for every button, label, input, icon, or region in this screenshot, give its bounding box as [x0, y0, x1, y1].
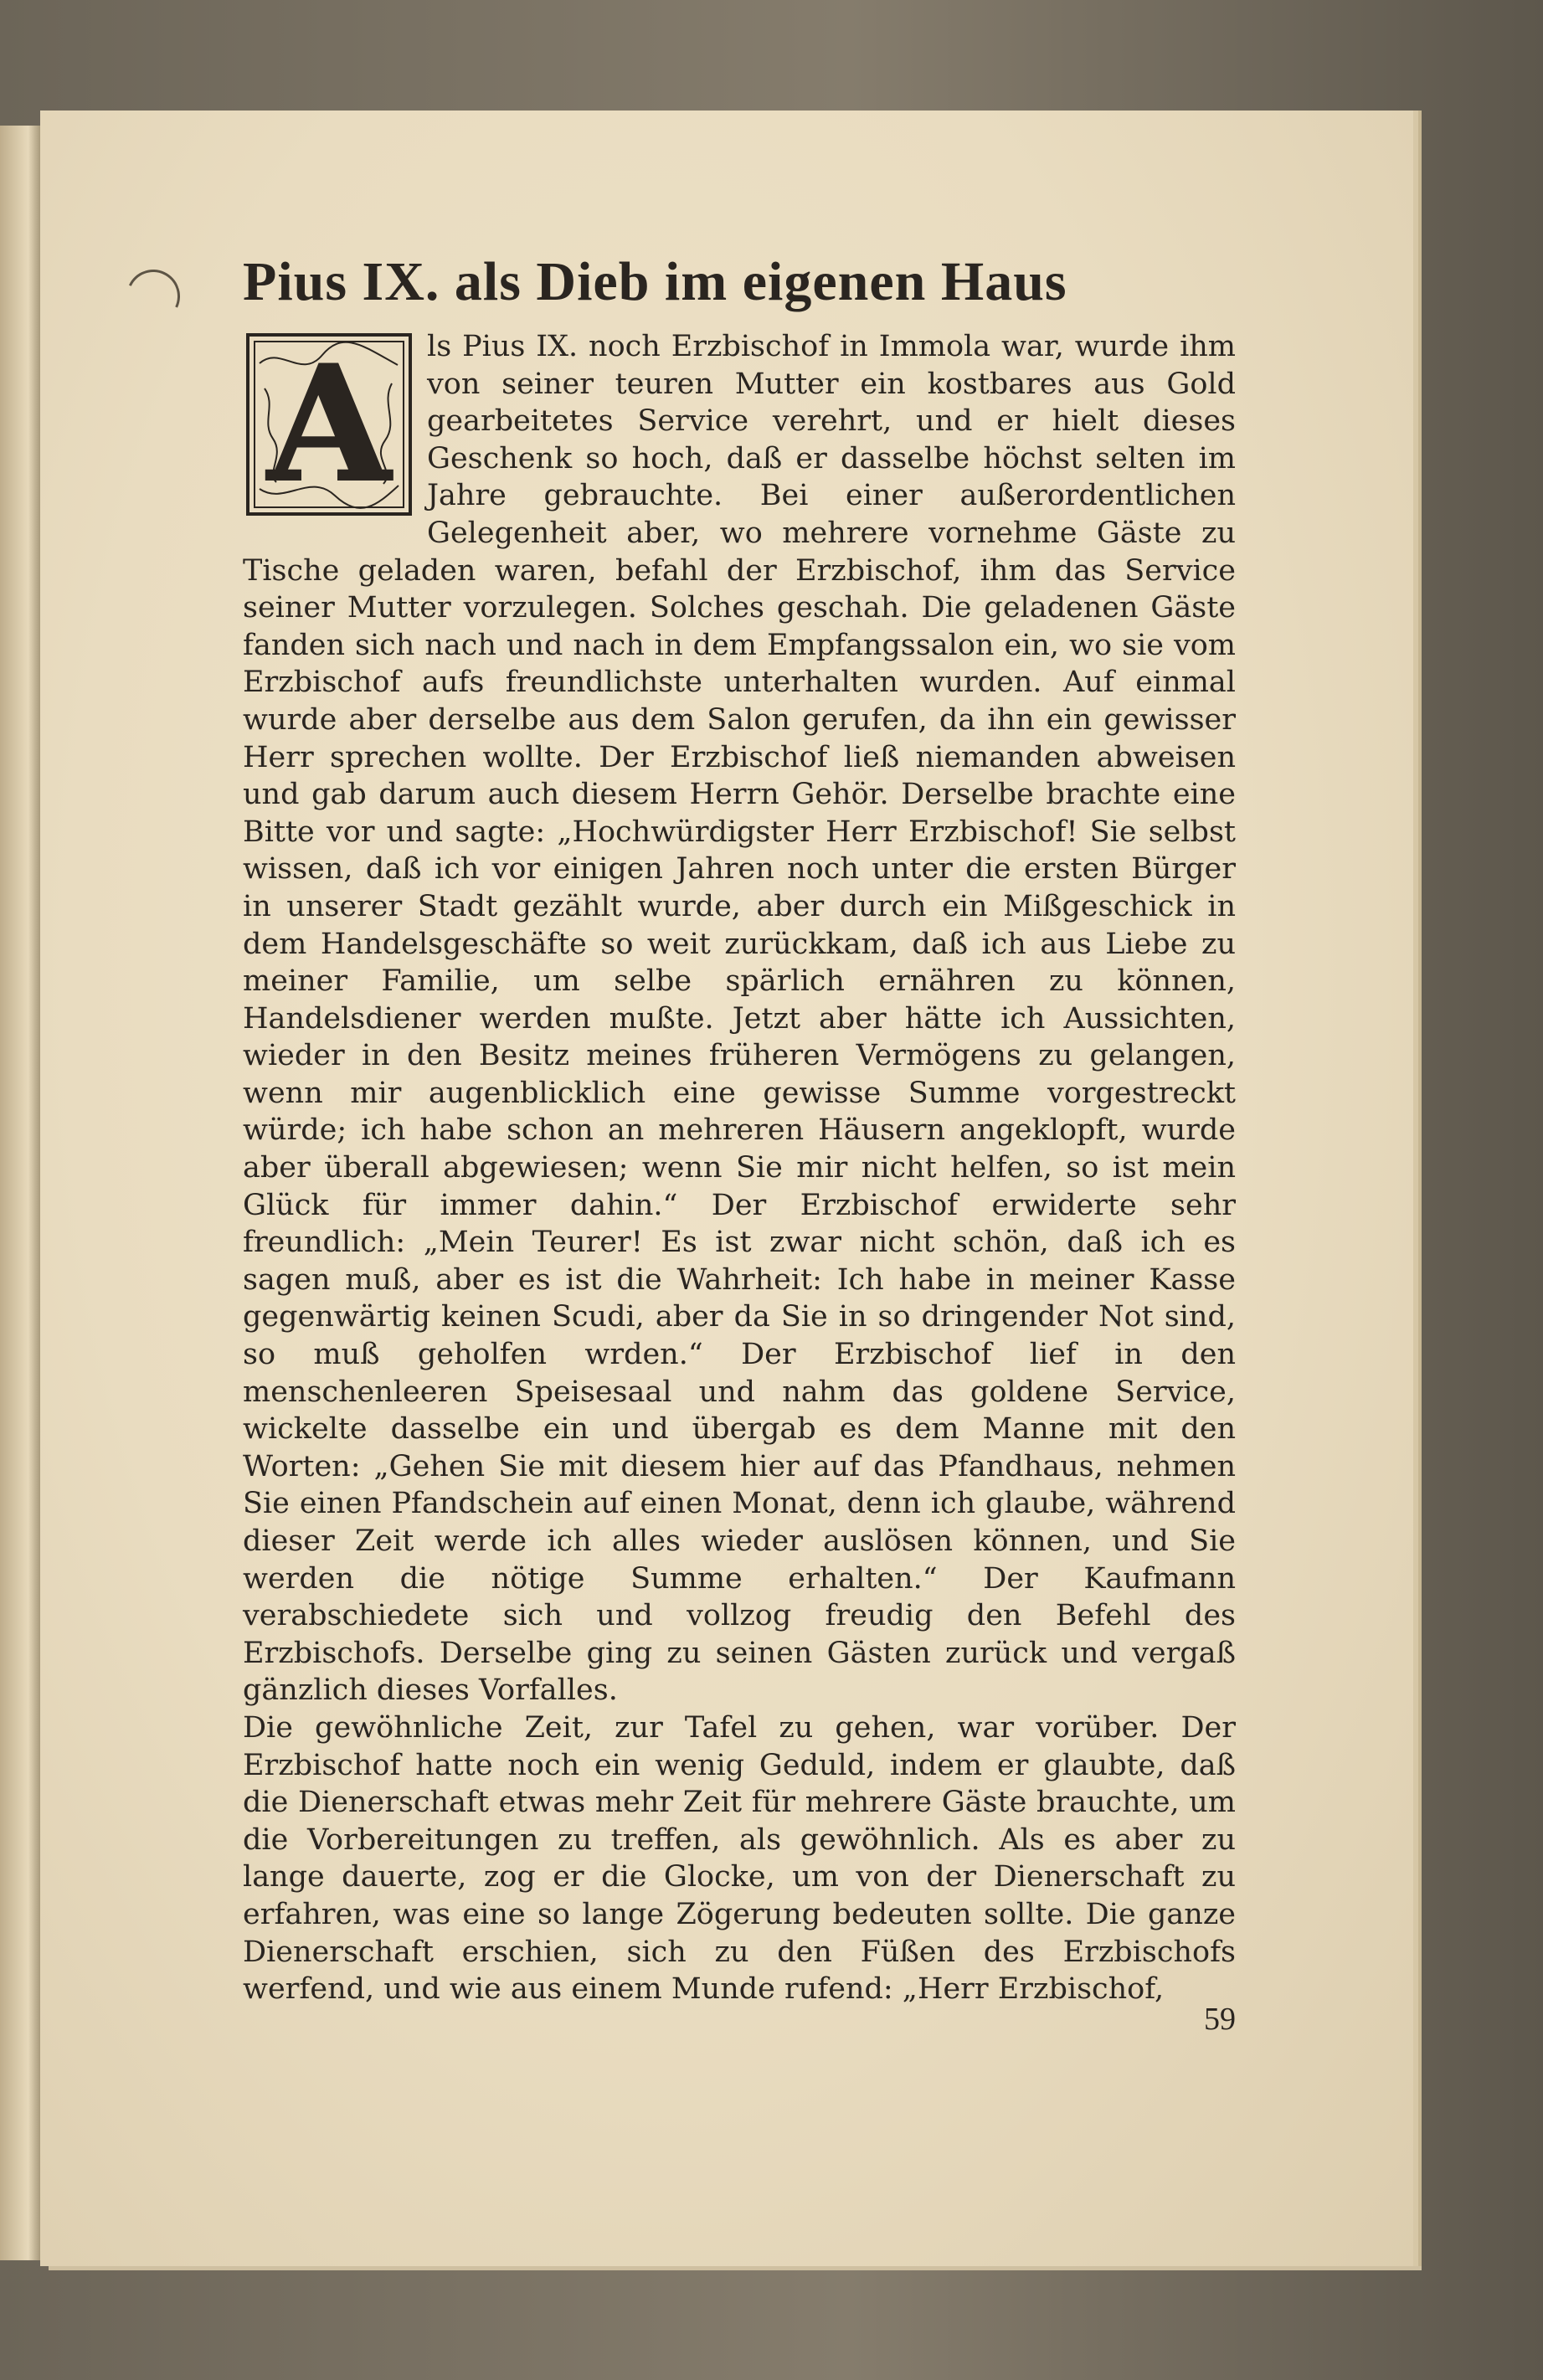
paragraph-2: Die gewöhnliche Zeit, zur Tafel zu gehen, war vorüber. Der Erzbischof hatte noch ein wenig Geduld, indem er glaubte, daß die Dienerschaft etwas mehr Zeit für mehrere Gäste brauchte, um die Vorbereitungen zu treffen, als gewöhnlich. Als es aber zu lange dauerte, zog er die Glocke, um von der Dienerschaft zu erfahren, was eine so lange Zögerung bedeuten sollte. Die ganze Dienerschaft erschien, sich zu den Füßen des Erzbischofs werfend, und wie aus einem Munde rufend: „Herr Erzbischof,: [243, 1710, 1236, 2007]
article-body: [243, 328, 1236, 2008]
page-number: 59: [1204, 2002, 1236, 2037]
left-page-edge: [0, 126, 42, 2260]
article: [243, 251, 1236, 2008]
drop-cap-letter: A: [267, 331, 391, 517]
decorated-initial: [243, 330, 415, 519]
article-title: Pius IX. als Dieb im eigenen Haus: [243, 251, 1067, 312]
punch-hole-mark: [119, 262, 188, 331]
paragraph-1: ls Pius IX. noch Erzbischof in Immola war, wurde ihm von seiner teuren Mutter ein kostbares aus Gold gearbeitetes Service verehrt, und er hielt dieses Geschenk so hoch, daß er dasselbe höchst selten im Jahre gebrauchte. Bei einer außerordentlichen Gelegenheit aber, wo mehrere vornehme Gäste zu Tische geladen waren, befahl der Erzbischof, ihm das Service seiner Mutter vorzulegen. Solches geschah. Die geladenen Gäste fanden sich nach und nach in dem Empfangssalon ein, wo sie vom Erzbischof aufs freundlichste unterhalten wurden. Auf einmal wurde aber derselbe aus dem Salon gerufen, da ihn ein gewisser Herr sprechen wollte. Der Erzbischof ließ niemanden abweisen und gab darum auch diesem Herrn Gehör. Derselbe brachte eine Bitte vor und sagte: „Hochwürdigster Herr Erzbischof! Sie selbst wissen, daß ich vor einigen Jahren noch unter die ersten Bürger in unserer Stadt gezählt wurde, aber durch ein Mißgeschick in dem Handelsgeschäfte so weit zurückkam, daß ich aus Liebe zu meiner Familie, um selbe spärlich ernähren zu können, Handelsdiener werden mußte. Jetzt aber hätte ich Aussichten, wieder in den Besitz meines früheren Vermögens zu gelangen, wenn mir augenblicklich eine gewisse Summe vorgestreckt würde; ich habe schon an mehreren Häusern angeklopft, wurde aber überall abgewiesen; wenn Sie mir nicht helfen, so ist mein Glück für immer dahin.“ Der Erzbischof erwiderte sehr freundlich: „Mein Teurer! Es ist zwar nicht schön, daß ich es sagen muß, aber es ist die Wahrheit: Ich habe in meiner Kasse gegenwärtig keinen Scudi, aber da Sie in so dringender Not sind, so muß geholfen wrden.“ Der Erzbischof lief in den menschenleeren Speisesaal und nahm das goldene Service, wickelte dasselbe ein und übergab es dem Manne mit den Worten: „Gehen Sie mit diesem hier auf das Pfandhaus, nehmen Sie einen Pfandschein auf einen Monat, denn ich glaube, während dieser Zeit werde ich alles wieder auslösen können, und Sie werden die nötige Summe erhalten.“ Der Kaufmann verabschiedete sich und vollzog freudig den Befehl des Erzbischofs. Derselbe ging zu seinen Gästen zurück und vergaß gänzlich dieses Vorfalles.: [243, 330, 1236, 1708]
